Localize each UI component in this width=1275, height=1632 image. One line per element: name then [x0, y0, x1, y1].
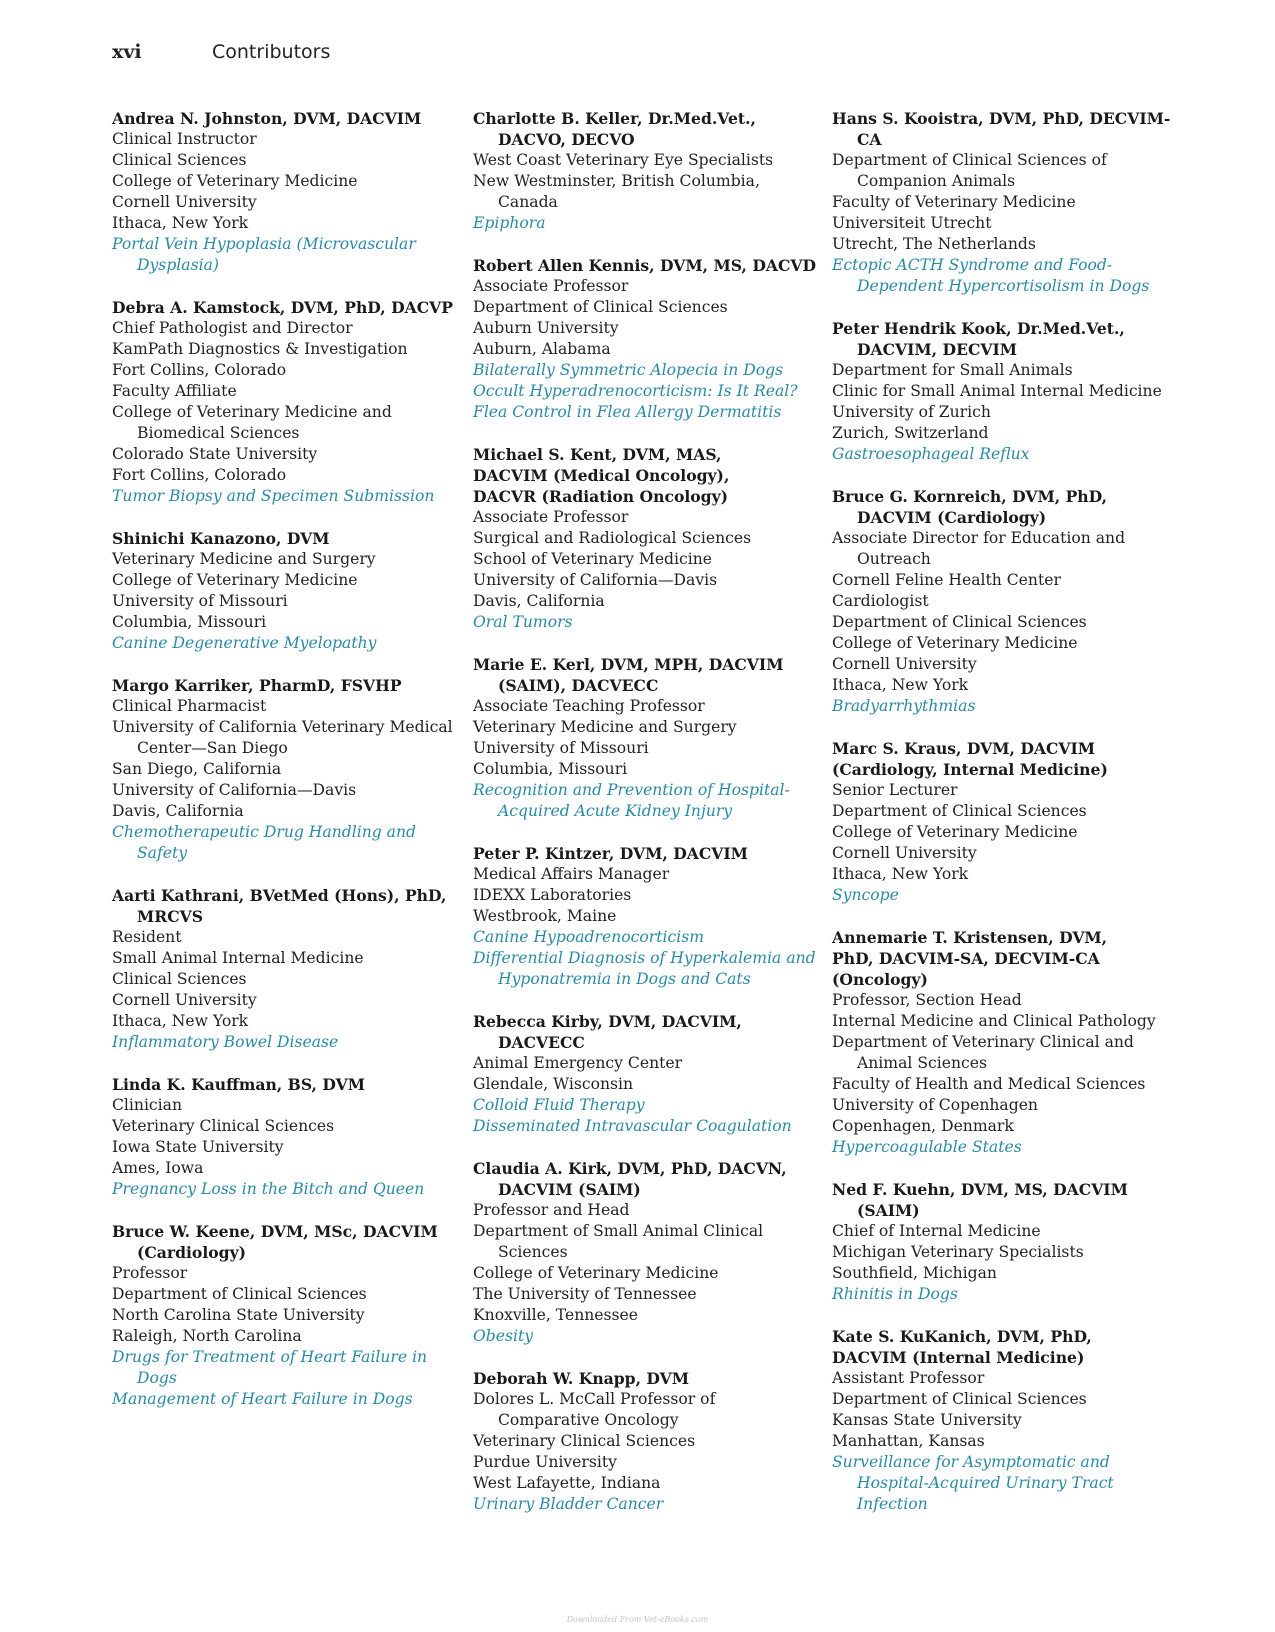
- chapter-title: Bilaterally Symmetric Alopecia in Dogs: [473, 361, 784, 379]
- contributor-name: Peter Hendrik Kook, Dr.Med.Vet., DACVIM, DECVIM: [832, 319, 1125, 359]
- contributor-name: Marie E. Kerl, DVM, MPH, DACVIM (SAIM), DACVECC: [473, 655, 784, 695]
- running-title: Contributors: [212, 41, 331, 63]
- affiliation-line: Knoxville, Tennessee: [473, 1306, 638, 1324]
- contributor-name: Hans S. Kooistra, DVM, PhD, DECVIM-CA: [832, 109, 1171, 149]
- contributor-name: Rebecca Kirby, DVM, DACVIM, DACVECC: [473, 1012, 742, 1052]
- contributor-name: Charlotte B. Keller, Dr.Med.Vet., DACVO, DECVO: [473, 109, 756, 149]
- contributor-entry: [473, 1368, 818, 1515]
- chapter-title: Epiphora: [473, 214, 546, 232]
- affiliation-line: Purdue University: [473, 1453, 617, 1471]
- chapter-title: Oral Tumors: [473, 613, 573, 631]
- affiliation-line: Ithaca, New York: [112, 214, 249, 232]
- affiliation-line: New Westminster, British Columbia, Canada: [473, 172, 760, 211]
- affiliation-line: Professor, Section Head: [832, 991, 1022, 1009]
- chapter-title: Disseminated Intravascular Coagulation: [473, 1117, 792, 1135]
- contributor-name: PhD, DACVIM-SA, DECVIM-CA: [832, 949, 1100, 968]
- affiliation-line: North Carolina State University: [112, 1306, 365, 1324]
- affiliation-line: Clinical Instructor: [112, 130, 257, 148]
- contributor-name: Linda K. Kauffman, BS, DVM: [112, 1075, 366, 1094]
- affiliation-line: Cornell University: [112, 991, 257, 1009]
- chapter-title: Obesity: [473, 1327, 534, 1345]
- contributor-name: Marc S. Kraus, DVM, DACVIM: [832, 739, 1096, 758]
- contributor-entry: [112, 108, 457, 276]
- page-number: xvi: [112, 41, 142, 63]
- affiliation-line: Universiteit Utrecht: [832, 214, 992, 232]
- affiliation-line: Department of Veterinary Clinical and Animal Sciences: [832, 1033, 1134, 1072]
- chapter-title: Tumor Biopsy and Specimen Submission: [112, 487, 435, 505]
- contributor-name: DACVIM (Internal Medicine): [832, 1348, 1085, 1367]
- chapter-title: Bradyarrhythmias: [832, 697, 976, 715]
- affiliation-line: Surgical and Radiological Sciences: [473, 529, 752, 547]
- affiliation-line: Colorado State University: [112, 445, 318, 463]
- contributor-name: Peter P. Kintzer, DVM, DACVIM: [473, 844, 748, 863]
- affiliation-line: KamPath Diagnostics & Investigation: [112, 340, 408, 358]
- affiliation-line: Cornell University: [112, 193, 257, 211]
- chapter-title: Pregnancy Loss in the Bitch and Queen: [112, 1180, 425, 1198]
- column-2: [473, 108, 818, 1536]
- affiliation-line: Veterinary Medicine and Surgery: [473, 718, 737, 736]
- chapter-title: Drugs for Treatment of Heart Failure in Dogs: [112, 1348, 428, 1387]
- affiliation-line: University of California Veterinary Medical Center—San Diego: [112, 718, 453, 757]
- affiliation-line: Columbia, Missouri: [473, 760, 628, 778]
- contributor-name: Debra A. Kamstock, DVM, PhD, DACVP: [112, 298, 453, 317]
- contributor-name: (Cardiology, Internal Medicine): [832, 760, 1108, 779]
- affiliation-line: Faculty Affiliate: [112, 382, 237, 400]
- affiliation-line: Professor and Head: [473, 1201, 630, 1219]
- chapter-title: Chemotherapeutic Drug Handling and Safety: [112, 823, 417, 862]
- affiliation-line: University of Copenhagen: [832, 1096, 1038, 1114]
- download-watermark: Downloaded From Vet-eBooks.com: [566, 1615, 709, 1624]
- affiliation-line: Cardiologist: [832, 592, 929, 610]
- contributor-entry: [112, 297, 457, 507]
- chapter-title: Gastroesophageal Reflux: [832, 445, 1030, 463]
- affiliation-line: Clinic for Small Animal Internal Medicine: [832, 382, 1162, 400]
- affiliation-line: Zurich, Switzerland: [832, 424, 989, 442]
- chapter-title: Portal Vein Hypoplasia (Microvascular Dysplasia): [112, 235, 416, 274]
- affiliation-line: San Diego, California: [112, 760, 282, 778]
- affiliation-line: Southfield, Michigan: [832, 1264, 997, 1282]
- contributor-name: Ned F. Kuehn, DVM, MS, DACVIM (SAIM): [832, 1180, 1128, 1220]
- affiliation-line: Fort Collins, Colorado: [112, 361, 287, 379]
- affiliation-line: Ithaca, New York: [832, 865, 969, 883]
- contributor-name: Bruce G. Kornreich, DVM, PhD, DACVIM (Cardiology): [832, 487, 1108, 527]
- affiliation-line: University of California—Davis: [112, 781, 357, 799]
- affiliation-line: Chief of Internal Medicine: [832, 1222, 1041, 1240]
- contributor-entry: [112, 675, 457, 864]
- contributor-entry: [473, 255, 818, 423]
- contributor-entry: [473, 444, 818, 633]
- contributor-name: Claudia A. Kirk, DVM, PhD, DACVN, DACVIM (SAIM): [473, 1159, 787, 1199]
- affiliation-line: Department of Clinical Sciences: [473, 298, 728, 316]
- affiliation-line: Cornell University: [832, 655, 977, 673]
- contributor-entry: [832, 1179, 1177, 1305]
- contributor-name: DACVIM (Medical Oncology),: [473, 466, 730, 485]
- running-header: [112, 41, 330, 63]
- affiliation-line: Ithaca, New York: [832, 676, 969, 694]
- affiliation-line: Raleigh, North Carolina: [112, 1327, 302, 1345]
- affiliation-line: College of Veterinary Medicine: [832, 823, 1078, 841]
- contributor-entry: [112, 528, 457, 654]
- affiliation-line: Dolores L. McCall Professor of Comparative Oncology: [473, 1390, 716, 1429]
- contributor-name: (Oncology): [832, 970, 928, 989]
- affiliation-line: Medical Affairs Manager: [473, 865, 670, 883]
- affiliation-line: Kansas State University: [832, 1411, 1022, 1429]
- affiliation-line: Associate Director for Education and Outreach: [832, 529, 1126, 568]
- affiliation-line: Cornell Feline Health Center: [832, 571, 1061, 589]
- chapter-title: Differential Diagnosis of Hyperkalemia and Hyponatremia in Dogs and Cats: [473, 949, 816, 988]
- affiliation-line: Westbrook, Maine: [473, 907, 617, 925]
- contributor-entry: [832, 1326, 1177, 1515]
- contributor-entry: [832, 486, 1177, 717]
- affiliation-line: Department of Clinical Sciences of Companion Animals: [832, 151, 1107, 190]
- affiliation-line: School of Veterinary Medicine: [473, 550, 713, 568]
- affiliation-line: Department of Clinical Sciences: [112, 1285, 367, 1303]
- affiliation-line: Internal Medicine and Clinical Pathology: [832, 1012, 1156, 1030]
- affiliation-line: West Lafayette, Indiana: [473, 1474, 661, 1492]
- affiliation-line: Utrecht, The Netherlands: [832, 235, 1036, 253]
- affiliation-line: Clinical Sciences: [112, 151, 247, 169]
- column-3: [832, 108, 1177, 1536]
- affiliation-line: University of Missouri: [112, 592, 288, 610]
- affiliation-line: College of Veterinary Medicine: [112, 571, 358, 589]
- contributor-name: Margo Karriker, PharmD, FSVHP: [112, 676, 402, 695]
- chapter-title: Hypercoagulable States: [832, 1138, 1022, 1156]
- affiliation-line: Small Animal Internal Medicine: [112, 949, 364, 967]
- affiliation-line: Department for Small Animals: [832, 361, 1073, 379]
- chapter-title: Occult Hyperadrenocorticism: Is It Real?: [473, 382, 798, 400]
- affiliation-line: Department of Clinical Sciences: [832, 1390, 1087, 1408]
- affiliation-line: Auburn University: [473, 319, 619, 337]
- affiliation-line: Ithaca, New York: [112, 1012, 249, 1030]
- chapter-title: Rhinitis in Dogs: [832, 1285, 958, 1303]
- chapter-title: Urinary Bladder Cancer: [473, 1495, 664, 1513]
- contributor-name: Robert Allen Kennis, DVM, MS, DACVD: [473, 256, 816, 275]
- contributor-entry: [112, 1074, 457, 1200]
- affiliation-line: Veterinary Clinical Sciences: [112, 1117, 335, 1135]
- contributor-name: DACVR (Radiation Oncology): [473, 487, 729, 506]
- affiliation-line: Clinical Sciences: [112, 970, 247, 988]
- contributor-name: Shinichi Kanazono, DVM: [112, 529, 330, 548]
- contributor-name: Deborah W. Knapp, DVM: [473, 1369, 690, 1388]
- contributor-entry: [832, 318, 1177, 465]
- affiliation-line: Chief Pathologist and Director: [112, 319, 353, 337]
- contributor-entry: [112, 885, 457, 1053]
- affiliation-line: Professor: [112, 1264, 188, 1282]
- affiliation-line: Senior Lecturer: [832, 781, 958, 799]
- contributor-entry: [832, 927, 1177, 1158]
- affiliation-line: Copenhagen, Denmark: [832, 1117, 1014, 1135]
- affiliation-line: College of Veterinary Medicine: [473, 1264, 719, 1282]
- chapter-title: Canine Degenerative Myelopathy: [112, 634, 377, 652]
- contributor-entry: [473, 654, 818, 822]
- contributor-name: Kate S. KuKanich, DVM, PhD,: [832, 1327, 1092, 1346]
- affiliation-line: The University of Tennessee: [473, 1285, 697, 1303]
- chapter-title: Inflammatory Bowel Disease: [112, 1033, 339, 1051]
- affiliation-line: Clinical Pharmacist: [112, 697, 267, 715]
- affiliation-line: Veterinary Medicine and Surgery: [112, 550, 376, 568]
- affiliation-line: Department of Small Animal Clinical Sciences: [473, 1222, 764, 1261]
- chapter-title: Flea Control in Flea Allergy Dermatitis: [473, 403, 782, 421]
- affiliation-line: Associate Professor: [473, 277, 629, 295]
- affiliation-line: West Coast Veterinary Eye Specialists: [473, 151, 774, 169]
- affiliation-line: College of Veterinary Medicine and Biomedical Sciences: [112, 403, 392, 442]
- contributor-name: Annemarie T. Kristensen, DVM,: [832, 928, 1108, 947]
- affiliation-line: Animal Emergency Center: [473, 1054, 683, 1072]
- affiliation-line: IDEXX Laboratories: [473, 886, 632, 904]
- contributor-name: Michael S. Kent, DVM, MAS,: [473, 445, 722, 464]
- affiliation-line: Cornell University: [832, 844, 977, 862]
- contributor-name: Bruce W. Keene, DVM, MSc, DACVIM (Cardiology): [112, 1222, 438, 1262]
- affiliation-line: University of California—Davis: [473, 571, 718, 589]
- affiliation-line: Davis, California: [112, 802, 244, 820]
- chapter-title: Management of Heart Failure in Dogs: [112, 1390, 413, 1408]
- affiliation-line: Glendale, Wisconsin: [473, 1075, 634, 1093]
- affiliation-line: College of Veterinary Medicine: [832, 634, 1078, 652]
- affiliation-line: Associate Professor: [473, 508, 629, 526]
- affiliation-line: Department of Clinical Sciences: [832, 802, 1087, 820]
- affiliation-line: Department of Clinical Sciences: [832, 613, 1087, 631]
- affiliation-line: Davis, California: [473, 592, 605, 610]
- affiliation-line: Columbia, Missouri: [112, 613, 267, 631]
- affiliation-line: Associate Teaching Professor: [473, 697, 705, 715]
- contributor-entry: [473, 843, 818, 990]
- contributor-entry: [112, 1221, 457, 1410]
- contributor-entry: [832, 108, 1177, 297]
- contributor-name: Aarti Kathrani, BVetMed (Hons), PhD, MRCVS: [112, 886, 447, 926]
- chapter-title: Ectopic ACTH Syndrome and Food-Dependent Hypercortisolism in Dogs: [832, 256, 1150, 295]
- affiliation-line: Faculty of Veterinary Medicine: [832, 193, 1076, 211]
- contributor-entry: [473, 1011, 818, 1137]
- affiliation-line: Manhattan, Kansas: [832, 1432, 985, 1450]
- chapter-title: Surveillance for Asymptomatic and Hospital-Acquired Urinary Tract Infection: [832, 1453, 1114, 1513]
- affiliation-line: Assistant Professor: [832, 1369, 985, 1387]
- chapter-title: Syncope: [832, 886, 899, 904]
- column-1: [112, 108, 457, 1431]
- affiliation-line: Iowa State University: [112, 1138, 284, 1156]
- affiliation-line: Fort Collins, Colorado: [112, 466, 287, 484]
- affiliation-line: Ames, Iowa: [112, 1159, 204, 1177]
- affiliation-line: Faculty of Health and Medical Sciences: [832, 1075, 1146, 1093]
- affiliation-line: University of Missouri: [473, 739, 649, 757]
- chapter-title: Canine Hypoadrenocorticism: [473, 928, 704, 946]
- affiliation-line: Clinician: [112, 1096, 182, 1114]
- affiliation-line: College of Veterinary Medicine: [112, 172, 358, 190]
- affiliation-line: Michigan Veterinary Specialists: [832, 1243, 1084, 1261]
- affiliation-line: Auburn, Alabama: [473, 340, 611, 358]
- contributor-entry: [473, 108, 818, 234]
- affiliation-line: Resident: [112, 928, 182, 946]
- affiliation-line: University of Zurich: [832, 403, 991, 421]
- chapter-title: Colloid Fluid Therapy: [473, 1096, 645, 1114]
- contributor-entry: [832, 738, 1177, 906]
- chapter-title: Recognition and Prevention of Hospital-Acquired Acute Kidney Injury: [473, 781, 790, 820]
- contributor-entry: [473, 1158, 818, 1347]
- contributor-name: Andrea N. Johnston, DVM, DACVIM: [112, 109, 422, 128]
- affiliation-line: Veterinary Clinical Sciences: [473, 1432, 696, 1450]
